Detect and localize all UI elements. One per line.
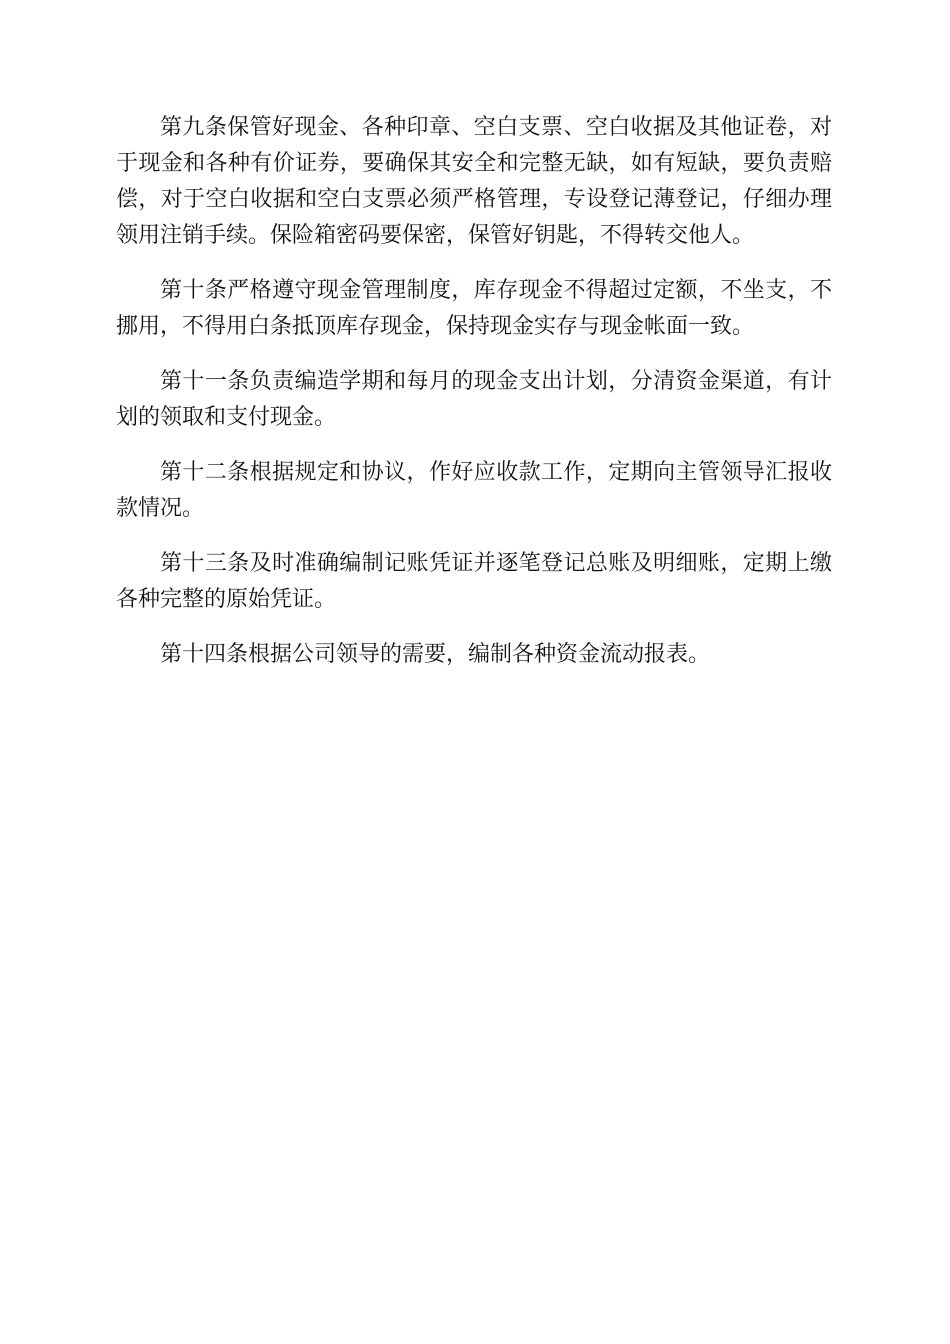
- document-body: [116, 110, 832, 692]
- paragraph-article-14: 第十四条根据公司领导的需要，编制各种资金流动报表。: [160, 642, 711, 667]
- paragraph-article-10: 第十条严格遵守现金管理制度，库存现金不得超过定额，不坐支，不挪用，不得用白条抵顶库存现金，保持现金实存与现金帐面一致。: [116, 278, 832, 339]
- paragraph-article-11: 第十一条负责编造学期和每月的现金支出计划，分清资金渠道，有计划的领取和支付现金。: [116, 369, 832, 430]
- paragraph-article-9: 第九条保管好现金、各种印章、空白支票、空白收据及其他证卷，对于现金和各种有价证券，要确保其安全和完整无缺，如有短缺，要负责赔偿，对于空白收据和空白支票必须严格管理，专设登记薄登记，仔细办理领用注销手续。保险箱密码要保密，保管好钥匙，不得转交他人。: [116, 115, 832, 248]
- paragraph-article-13: 第十三条及时准确编制记账凭证并逐笔登记总账及明细账，定期上缴各种完整的原始凭证。: [116, 551, 832, 612]
- paragraph-article-12: 第十二条根据规定和协议，作好应收款工作，定期向主管领导汇报收款情况。: [116, 460, 832, 521]
